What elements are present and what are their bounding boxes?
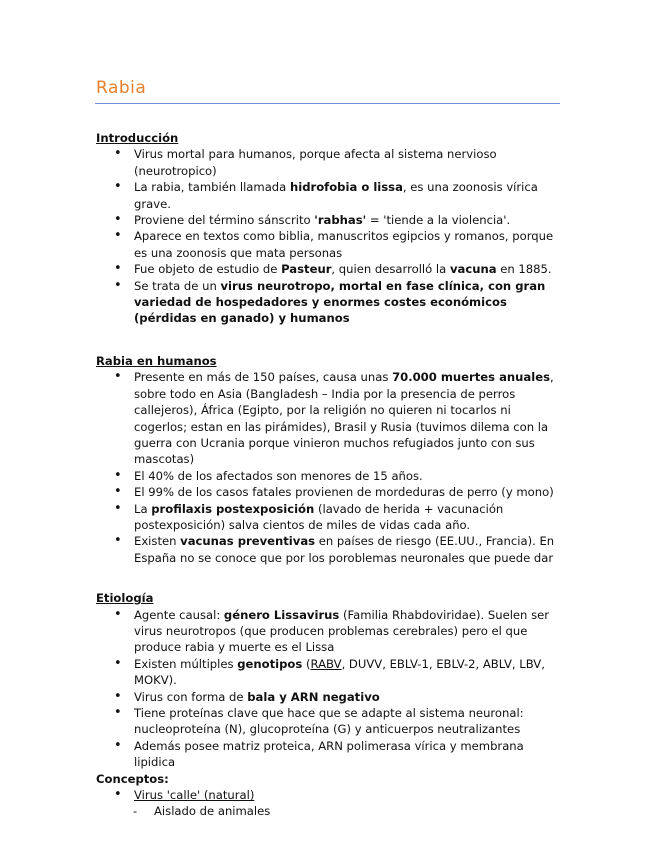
item-bold: bala y ARN negativo <box>247 689 380 704</box>
list-item <box>96 656 562 689</box>
list-item <box>96 261 562 277</box>
section-heading-etiologia: Etiología <box>96 591 154 606</box>
item-text: , es una zoonosis vírica grave. <box>134 180 538 211</box>
item-text: Fue objeto de estudio de <box>134 262 282 277</box>
list-item <box>96 212 562 228</box>
item-bold: Pasteur <box>281 262 332 277</box>
list-item <box>96 146 562 179</box>
title-divider <box>95 103 560 104</box>
conceptos-list <box>96 787 562 820</box>
item-text: , sobre todo en Asia (Bangladesh – India por la presencia de perros callejeros), África (Egipto, por la religión no quieren ni tocarlos ni cogerlos; estan en las pirámides), Brasil y Rusia (tuvimos dilema con la guerra con Ucrania porque vinieron muchos refugiados junto con sus mascotas) <box>134 370 554 467</box>
item-text: Presente en más de 150 países, causa unas <box>134 370 393 385</box>
item-bold: genotipos <box>237 656 303 671</box>
item-text: (Familia Rhabdoviridae). Suelen ser virus neurotropos (que producen problemas cerebrales) pero el que produce rabia y muerte es el Lissa <box>134 607 550 655</box>
item-text: La rabia, también llamada <box>134 180 290 195</box>
list-item <box>96 179 562 212</box>
item-text: en países de riesgo (EE.UU., Francia). En España no se conoce que por los poroblemas neuronales que puede dar <box>134 534 555 565</box>
list-item <box>96 484 562 500</box>
list-item <box>96 705 562 738</box>
item-text: Se trata de un <box>134 278 221 293</box>
etiologia-list <box>96 607 562 771</box>
item-underlined: RABV <box>310 656 342 671</box>
item-text: Aparece en textos como biblia, manuscritos egipcios y romanos, porque es una zoonosis que mata personas <box>134 229 554 260</box>
item-text: Existen <box>134 534 181 549</box>
item-text: , DUVV, EBLV-1, EBLV-2, ABLV, LBV, MOKV). <box>134 656 545 688</box>
item-text: Virus mortal para humanos, porque afecta al sistema nervioso (neurotropico) <box>134 147 497 178</box>
list-item <box>96 607 562 656</box>
item-text: Virus con forma de <box>134 689 248 704</box>
section-heading-conceptos: Conceptos: <box>96 771 169 786</box>
item-bold: profilaxis postexposición <box>151 501 315 516</box>
item-bold: género Lissavirus <box>223 607 340 622</box>
item-bold: virus neurotropo, mortal en fase clínica, con gran variedad de hospedadores y enormes costes económicos (pérdidas en ganado) y humanos <box>134 278 546 326</box>
list-item <box>96 533 562 566</box>
item-bold: 'rabhas' <box>314 213 367 228</box>
list-item <box>96 501 562 534</box>
humanos-list <box>96 369 562 566</box>
section-heading-introduccion: Introducción <box>96 131 179 145</box>
item-text: El 40% de los afectados son menores de 15 años. <box>134 468 423 483</box>
item-text: Agente causal: <box>134 607 224 622</box>
item-text: Además posee matriz proteica, ARN polimerasa vírica y membrana lipidica <box>134 738 524 770</box>
list-item <box>96 468 562 484</box>
item-text: El 99% de los casos fatales provienen de mordeduras de perro (y mono) <box>134 485 554 500</box>
item-text: Tiene proteínas clave que hace que se adapte al sistema neuronal: nucleoproteína (N), glucoproteína (G) y anticuerpos neutralizantes <box>134 706 524 737</box>
item-text: Existen múltiples <box>134 656 238 671</box>
item-bold: 70.000 muertes anuales <box>392 370 550 385</box>
item-bold: vacuna <box>449 262 497 277</box>
list-item <box>96 689 562 705</box>
item-text: Proviene del término sánscrito <box>134 213 315 228</box>
item-text: (lavado de herida + vacunación postexposición) salva cientos de miles de vidas cada año. <box>134 501 504 532</box>
item-bold: vacunas preventivas <box>180 534 316 549</box>
item-bold: hidrofobia o lissa <box>289 180 403 195</box>
list-item <box>96 369 562 467</box>
item-text: en 1885. <box>496 262 552 277</box>
item-text: , quien desarrolló la <box>331 262 450 277</box>
item-text: Aislado de animales <box>154 804 271 819</box>
section-heading-rabia-en-humanos: Rabia en humanos <box>96 353 217 368</box>
item-text: La <box>134 501 152 516</box>
list-item <box>96 787 562 803</box>
list-item <box>96 278 562 327</box>
item-text: ( <box>302 656 311 671</box>
list-item <box>96 738 562 771</box>
document-body <box>96 130 562 820</box>
intro-list <box>96 146 562 326</box>
item-underlined: Virus 'calle' (natural) <box>134 788 255 803</box>
list-item <box>96 228 562 261</box>
sub-list-item <box>96 803 562 819</box>
page-title: Rabia <box>96 78 147 98</box>
item-text: = 'tiende a la violencia'. <box>366 213 511 228</box>
